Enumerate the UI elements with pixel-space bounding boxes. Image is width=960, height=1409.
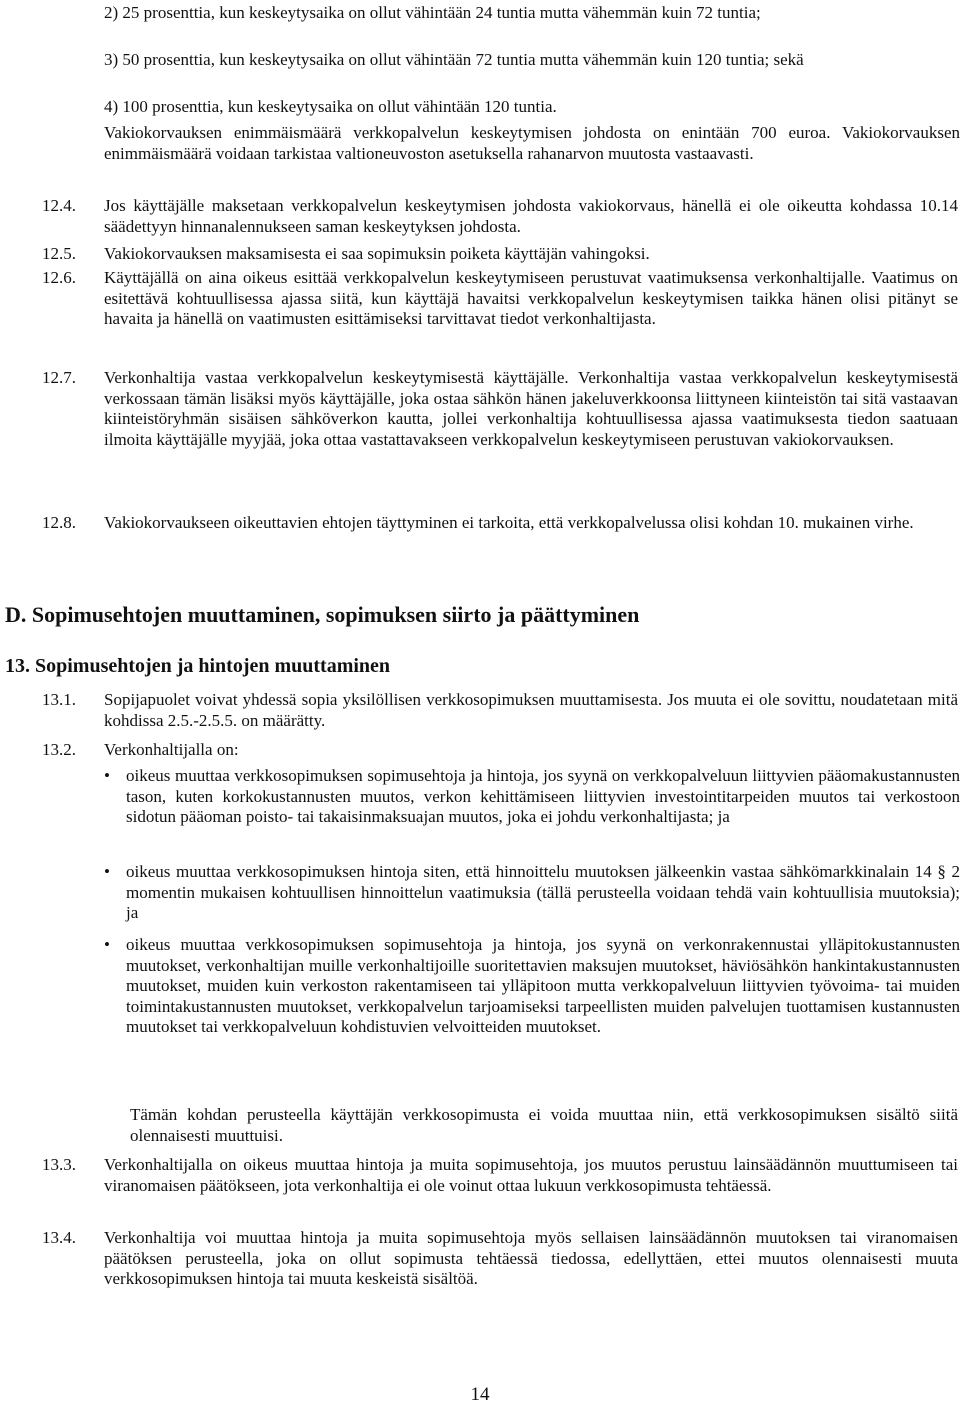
- clause-text: Vakiokorvauksen maksamisesta ei saa sopimuksin poiketa käyttäjän vahingoksi.: [104, 244, 650, 263]
- subsection-heading: 13. Sopimusehtojen ja hintojen muuttaminen: [5, 655, 391, 677]
- page-number: 14: [470, 1384, 490, 1405]
- clause-number: 12.8.: [42, 513, 76, 532]
- clause-text: Verkonhaltijalla on oikeus muuttaa hintoja ja muita sopimusehtoja, jos muutos perustuu lainsäädännön muuttumiseen tai viranomaisen päätökseen, jota verkonhaltija ei ole voinut ottaa lukuun verkkosopimusta tehtäessä.: [104, 1155, 958, 1195]
- list-item: 4) 100 prosenttia, kun keskeytysaika on ollut vähintään 120 tuntia.: [104, 97, 557, 116]
- clause-number: 12.4.: [42, 196, 76, 215]
- clause-text: Vakiokorvaukseen oikeuttavien ehtojen täyttyminen ei tarkoita, että verkkopalvelussa olisi kohdan 10. mukainen virhe.: [104, 513, 914, 532]
- bullet-icon: •: [104, 862, 110, 881]
- bullet-icon: •: [104, 766, 110, 785]
- clause-text: Sopijapuolet voivat yhdessä sopia yksilöllisen verkkosopimuksen muuttamisesta. Jos muuta ei ole sovittu, noudatetaan mitä kohdissa 2.5.-2.5.5. on määrätty.: [104, 690, 958, 730]
- bullet-icon: •: [104, 935, 110, 954]
- clause-number: 13.4.: [42, 1228, 76, 1247]
- clause-text: Käyttäjällä on aina oikeus esittää verkkopalvelun keskeytymiseen perustuvat vaatimuksensa verkonhaltijalle. Vaatimus on esitettävä kohtuullisessa ajassa siitä, kun käyttäjä havaitsi verkkopalvelun keskeytymisen taikka hänen olisi pitänyt se havaita ja hänellä on vaatimusten esittämiseksi tarvittavat tiedot verkonhaltijasta.: [104, 268, 958, 328]
- clause-text: Verkonhaltijalla on:: [104, 740, 239, 759]
- clause-number: 13.2.: [42, 740, 76, 759]
- clause-text: Verkonhaltija vastaa verkkopalvelun keskeytymisestä käyttäjälle. Verkonhaltija vastaa verkkopalvelun keskeytymisestä verkossaan tämän lisäksi myös käyttäjälle, joka ostaa sähkön hänen jakeluverkkoonsa liittyneen kiinteistön tai sitä vastaavan kiinteistöryhmän sisäisen sähköverkon kautta, jollei verkonhaltija kohtuullisessa ajassa vaatimuksesta tiedon saatuaan ilmoita käyttäjälle myyjää, joka ottaa vastattavakseen verkkopalvelun keskeytymiseen perustuvan vakiokorvauksen.: [104, 368, 958, 449]
- list-item: 2) 25 prosenttia, kun keskeytysaika on ollut vähintään 24 tuntia mutta vähemmän kuin 72 tuntia;: [104, 3, 761, 22]
- paragraph: Tämän kohdan perusteella käyttäjän verkkosopimusta ei voida muuttaa niin, että verkkosopimuksen sisältö siitä olennaisesti muuttuisi.: [130, 1105, 958, 1145]
- list-item: 3) 50 prosenttia, kun keskeytysaika on ollut vähintään 72 tuntia mutta vähemmän kuin 120 tuntia; sekä: [104, 50, 804, 69]
- clause-number: 12.7.: [42, 368, 76, 387]
- bullet-text: oikeus muuttaa verkkosopimuksen sopimusehtoja ja hintoja, jos syynä on verkkopalveluun liittyvien pääomakustannusten tason, kuten korkokustannusten muutos, verkon kehittämiseen liittyvien investointitarpeiden muutos tai verkostoon sidotun pääoman poisto- tai takaisinmaksuajan muutos, joka ei johdu verkonhaltijasta; ja: [126, 766, 960, 826]
- clause-text: Verkonhaltija voi muuttaa hintoja ja muita sopimusehtoja myös sellaisen lainsäädännön muutoksen tai viranomaisen päätöksen perusteella, joka on ollut sopimusta tehtäessä tiedossa, edellyttäen, ettei muutos olennaisesti muuta verkkosopimuksen hintoja tai muuta keskeistä sisältöä.: [104, 1228, 958, 1288]
- paragraph: Vakiokorvauksen enimmäismäärä verkkopalvelun keskeytymisen johdosta on enintään 700 euroa. Vakiokorvauksen enimmäismäärä voidaan tarkistaa valtioneuvoston asetuksella rahanarvon muutosta vastaavasti.: [104, 123, 960, 163]
- clause-number: 13.1.: [42, 690, 76, 709]
- bullet-text: oikeus muuttaa verkkosopimuksen hintoja siten, että hinnoittelu muutoksen jälkeenkin vastaa sähkömarkkinalain 14 § 2 momentin mukaisen kohtuullisen hinnoittelun vaatimuksia (tällä perusteella voidaan tehdä vain kohtuullisia muutoksia); ja: [126, 862, 960, 922]
- clause-number: 13.3.: [42, 1155, 76, 1174]
- clause-number: 12.6.: [42, 268, 76, 287]
- bullet-text: oikeus muuttaa verkkosopimuksen sopimusehtoja ja hintoja, jos syynä on verkonrakennustai ylläpitokustannusten muutokset, verkonhaltijan muille verkonhaltijoille suoritettavien maksujen muutokset, häviösähkön hankintakustannusten muutokset, muiden kuin verkoston rakentamiseen tai ylläpitoon mutta verkkopalveluun liittyvien työvoima- tai muiden toimintakustannusten muutokset, verkkopalvelun tarjoamiseksi tarpeellisten muiden palvelujen tuottamisen kustannusten muutokset tai verkkopalveluun kohdistuvien velvoitteiden muutokset.: [126, 935, 960, 1036]
- section-heading: D. Sopimusehtojen muuttaminen, sopimuksen siirto ja päättyminen: [5, 602, 640, 627]
- clause-text: Jos käyttäjälle maksetaan verkkopalvelun keskeytymisen johdosta vakiokorvaus, hänellä ei ole oikeutta kohdassa 10.14 säädettyyn hinnanalennukseen saman keskeytyksen johdosta.: [104, 196, 958, 236]
- clause-number: 12.5.: [42, 244, 76, 263]
